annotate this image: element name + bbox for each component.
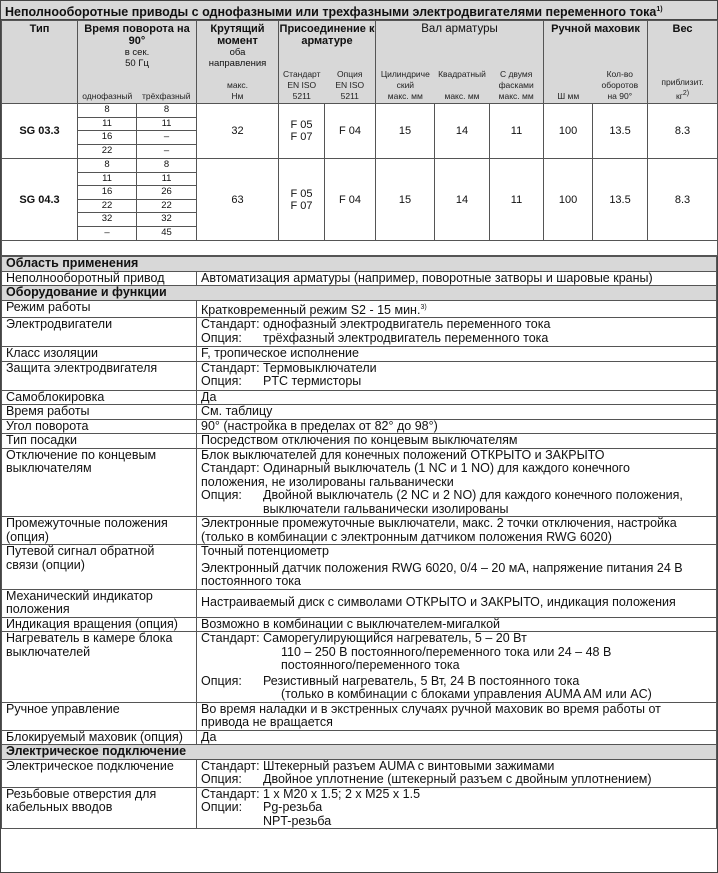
col-connection-header: Присоединение к арматуре Стандарт EN ISO 5211 Опция EN ISO 5211 xyxy=(279,21,376,104)
row-protection: Защита электродвигателя Стандарт: Термовыключатели Опция: PTC термисторы xyxy=(2,361,717,390)
shaft-cylindrical: 15 xyxy=(376,104,435,159)
spec-table xyxy=(1,20,718,256)
shaft-cylindrical: 15 xyxy=(376,159,435,241)
row-manual: Ручное управление Во время наладки и в экстренных случаях ручной маховик во время работы от привода не вращается xyxy=(2,702,717,730)
torque-value: 63 xyxy=(197,159,279,241)
flange-option: F 04 xyxy=(325,104,376,159)
shaft-flats: 11 xyxy=(490,104,544,159)
col-torque-header: Крутящий момент оба направления макс. Нм xyxy=(197,21,279,104)
handwheel-diameter: 100 xyxy=(544,104,593,159)
spec-header-row xyxy=(2,21,718,104)
row-runtime: Время работы См. таблицу xyxy=(2,405,717,420)
row-rotation-indication: Индикация вращения (опция) Возможно в комбинации с выключателем-мигалкой xyxy=(2,617,717,632)
time-single-cell: 8 11 16 22 32 – xyxy=(78,159,137,241)
flange-standard: F 05 F 07 xyxy=(279,159,325,241)
row-limit-switching: Отключение по концевым выключателям Блок выключателей для конечных положений ОТКРЫТО и ЗАКРЫТО Стандарт: Одинарный выключатель (1 NC и 1 NO) для каждого конечного положения, не изолированы гальванически Опция: Двойной выключатель (2 NC и 2 NO) для каждого конечного положения, выключатели гальванически изолированы xyxy=(2,448,717,517)
flange-option: F 04 xyxy=(325,159,376,241)
section-electrical: Электрическое подключение xyxy=(2,745,717,760)
weight-value: 8.3 xyxy=(648,159,718,241)
row-insulation: Класс изоляции F, тропическое исполнение xyxy=(2,347,717,362)
time-three-cell: 8 11 – – xyxy=(137,104,197,159)
col-handwheel-header: Ручной маховик Ш мм Кол-во оборотов на 90° xyxy=(544,21,648,104)
weight-value: 8.3 xyxy=(648,104,718,159)
torque-value: 32 xyxy=(197,104,279,159)
shaft-square: 14 xyxy=(435,104,490,159)
col-type-header: Тип xyxy=(2,21,78,104)
row-intermediate: Промежуточные положения (опция) Электронные промежуточные выключатели, макс. 2 точки отключения, настройка (только в комбинации с электронным датчиком положения RWG 6020) xyxy=(2,517,717,545)
title-footnote: 1) xyxy=(656,6,663,13)
spec-row-sg043 xyxy=(2,159,718,241)
features-table xyxy=(1,256,717,829)
col-shaft-header: Вал арматуры Цилиндриче ский макс. мм Квадратный макс. мм С двумя фасками макс. мм xyxy=(376,21,544,104)
shaft-flats: 11 xyxy=(490,159,544,241)
row-mech-indicator: Механический индикатор положения Настраиваемый диск с символами ОТКРЫТО и ЗАКРЫТО, индикация положения xyxy=(2,589,717,617)
model-name: SG 04.3 xyxy=(2,159,78,241)
handwheel-turns: 13.5 xyxy=(593,104,648,159)
shaft-square: 14 xyxy=(435,159,490,241)
row-heater: Нагреватель в камере блока выключателей Стандарт: Саморегулирующийся нагреватель, 5 – 20 Вт 110 – 250 В постоянного/переменного тока или 24 – 48 В постоянного/переменного тока Опция: Резистивный нагреватель, 5 Вт, 24 В постоянного тока (только в комбинации с блоками управления AUMA AM или AC) xyxy=(2,632,717,703)
row-lockable-handwheel: Блокируемый маховик (опция) Да xyxy=(2,730,717,745)
time-single-cell: 8 11 16 22 xyxy=(78,104,137,159)
row-motors: Электродвигатели Стандарт: однофазный электродвигатель переменного тока Опция: трёхфазный электродвигатель переменного тока xyxy=(2,318,717,347)
col-weight-header: Вес приблизит. $кг^{2)}$ xyxy=(648,21,718,104)
time-single-phase-label: однофазный xyxy=(82,91,133,101)
row-duty: Режим работы Кратковременный режим S2 - 15 мин.$^{3)}$ xyxy=(2,300,717,318)
row-part-turn: Неполнооборотный привод Автоматизация арматуры (например, поворотные затворы и шаровые краны) xyxy=(2,271,717,286)
section-application: Область применения xyxy=(2,257,717,272)
row-seating: Тип посадки Посредством отключения по концевым выключателям xyxy=(2,434,717,449)
row-electrical-connection: Электрическое подключение Стандарт: Штекерный разъем AUMA с винтовыми зажимами Опция: Двойное уплотнение (штекерный разъем с двойным уплотнением) xyxy=(2,759,717,787)
handwheel-turns: 13.5 xyxy=(593,159,648,241)
time-three-cell: 8 11 26 22 32 45 xyxy=(137,159,197,241)
spec-row-sg033 xyxy=(2,104,718,159)
row-selflock: Самоблокировка Да xyxy=(2,390,717,405)
section-equipment: Оборудование и функции xyxy=(2,286,717,301)
row-cable-threads: Резьбовые отверстия для кабельных вводов Стандарт: 1 x M20 x 1.5; 2 x M25 x 1.5 Опции: Pg-резьба NPT-резьба xyxy=(2,787,717,829)
model-name: SG 03.3 xyxy=(2,104,78,159)
row-feedback: Путевой сигнал обратной связи (опции) Точный потенциометр Электронный датчик положения RWG 6020, 0/4 – 20 мА, напряжение питания 24 В постоянного тока xyxy=(2,545,717,590)
row-angle: Угол поворота 90° (настройка в пределах от 82° до 98°) xyxy=(2,419,717,434)
handwheel-diameter: 100 xyxy=(544,159,593,241)
col-time-header: Время поворота на 90° в сек. 50 Гц однофазный трёхфазный xyxy=(78,21,197,104)
page-title: Неполнооборотные приводы с однофазными или трехфазными электродвигателями переменного тока$^{1)}$ xyxy=(1,1,717,20)
flange-standard: F 05 F 07 xyxy=(279,104,325,159)
time-three-phase-label: трёхфазный xyxy=(141,91,191,101)
